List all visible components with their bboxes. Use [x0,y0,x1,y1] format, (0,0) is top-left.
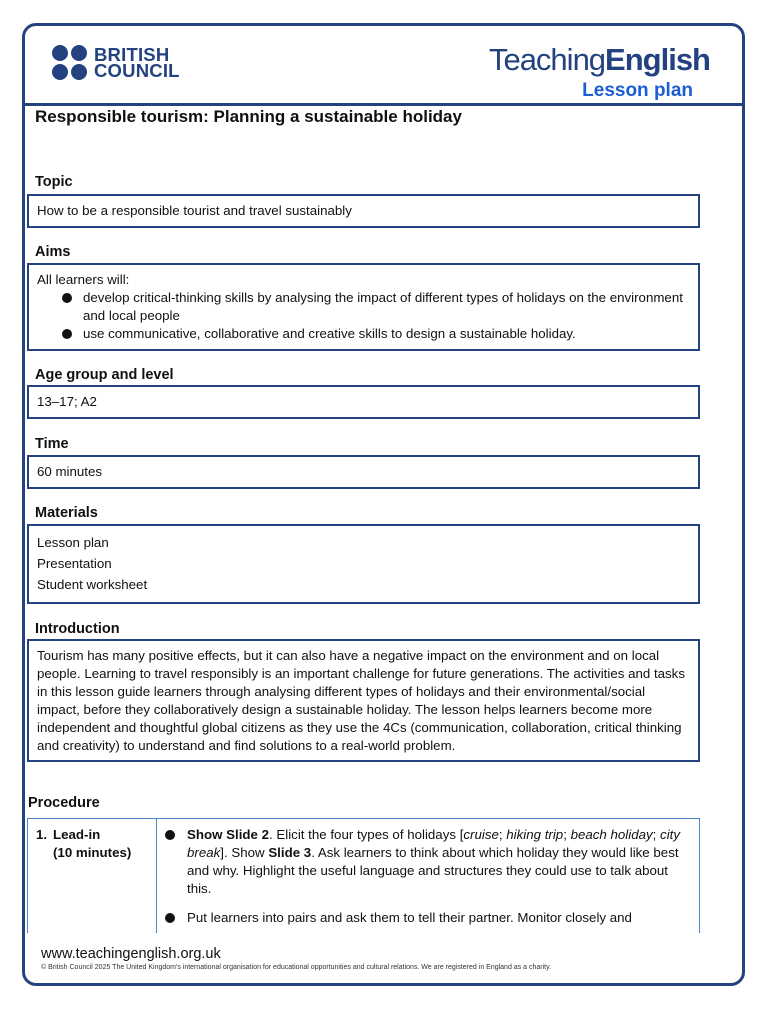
bullet-icon [62,329,72,339]
age-label: Age group and level [35,367,174,383]
british-council-dots-icon [52,45,87,80]
procedure-table [27,818,700,933]
materials-label: Materials [35,505,98,521]
procedure-step: Show Slide 2. Elicit the four types of holidays [cruise; hiking trip; beach holiday; city break]. Show Slide 3. Ask learners to think about which holiday they would like best and why. Highlight the useful language and structures they could use to talk about this. [165,826,691,898]
procedure-steps-cell [157,819,699,933]
page-title: Responsible tourism: Planning a sustainable holiday [35,107,462,126]
bc-logo-line2: COUNCIL [94,59,180,81]
footer-copyright: © British Council 2025 The United Kingdom's international organisation for educational opportunities and cultural relations. We are registered in England as a charity. [41,964,552,971]
stage-name: Lead-in [53,827,101,842]
time-label: Time [35,436,69,452]
introduction-text: Tourism has many positive effects, but it can also have a negative impact on the environment and on local people. Learning to travel responsibly is an important challenge for future generations. The activities and tasks in this lesson guide learners through analysing different types of holidays and their environmental/social impact, before they collaboratively design a sustainable holiday. The lesson helps learners become more independent and thoughtful global citizens as they use the 4Cs (communication, collaboration, critical thinking and creativity) to understand and find solutions to a real-world problem. [37,648,685,753]
time-text: 60 minutes [37,464,103,479]
topic-text: How to be a responsible tourist and travel sustainably [37,203,352,218]
topic-label: Topic [35,174,73,190]
aims-item: use communicative, collaborative and creative skills to design a sustainable holiday. [37,325,690,343]
materials-item: Student worksheet [37,577,148,592]
introduction-box [27,639,700,762]
topic-box [27,194,700,228]
aims-item: develop critical-thinking skills by analysing the impact of different types of holidays on the environment and local people [37,289,690,325]
procedure-label: Procedure [28,795,100,811]
time-box [27,455,700,489]
lesson-plan-subtitle: Lesson plan [582,80,693,101]
introduction-label: Introduction [35,621,120,637]
procedure-stage-cell [28,819,157,933]
bullet-icon [165,913,175,923]
aims-intro: All learners will: [37,272,130,287]
materials-box [27,524,700,604]
bullet-icon [62,293,72,303]
page-header [25,26,742,106]
bullet-icon [165,830,175,840]
age-text: 13–17; A2 [37,394,97,409]
stage-number: 1. [36,827,48,842]
materials-item: Presentation [37,556,112,571]
teaching-english-logo [489,43,710,102]
procedure-step: Put learners into pairs and ask them to tell their partner. Monitor closely and [165,909,691,927]
stage-time: (10 minutes) [53,845,132,860]
aims-box [27,263,700,351]
te-logo-bold: English [605,42,710,77]
materials-item: Lesson plan [37,535,109,550]
te-logo-light: Teaching [488,42,606,77]
age-box [27,385,700,419]
bc-logo-line1: BRITISH [94,43,170,65]
aims-label: Aims [35,244,71,260]
british-council-logo [52,45,180,80]
footer-url[interactable]: www.teachingenglish.org.uk [41,946,221,962]
